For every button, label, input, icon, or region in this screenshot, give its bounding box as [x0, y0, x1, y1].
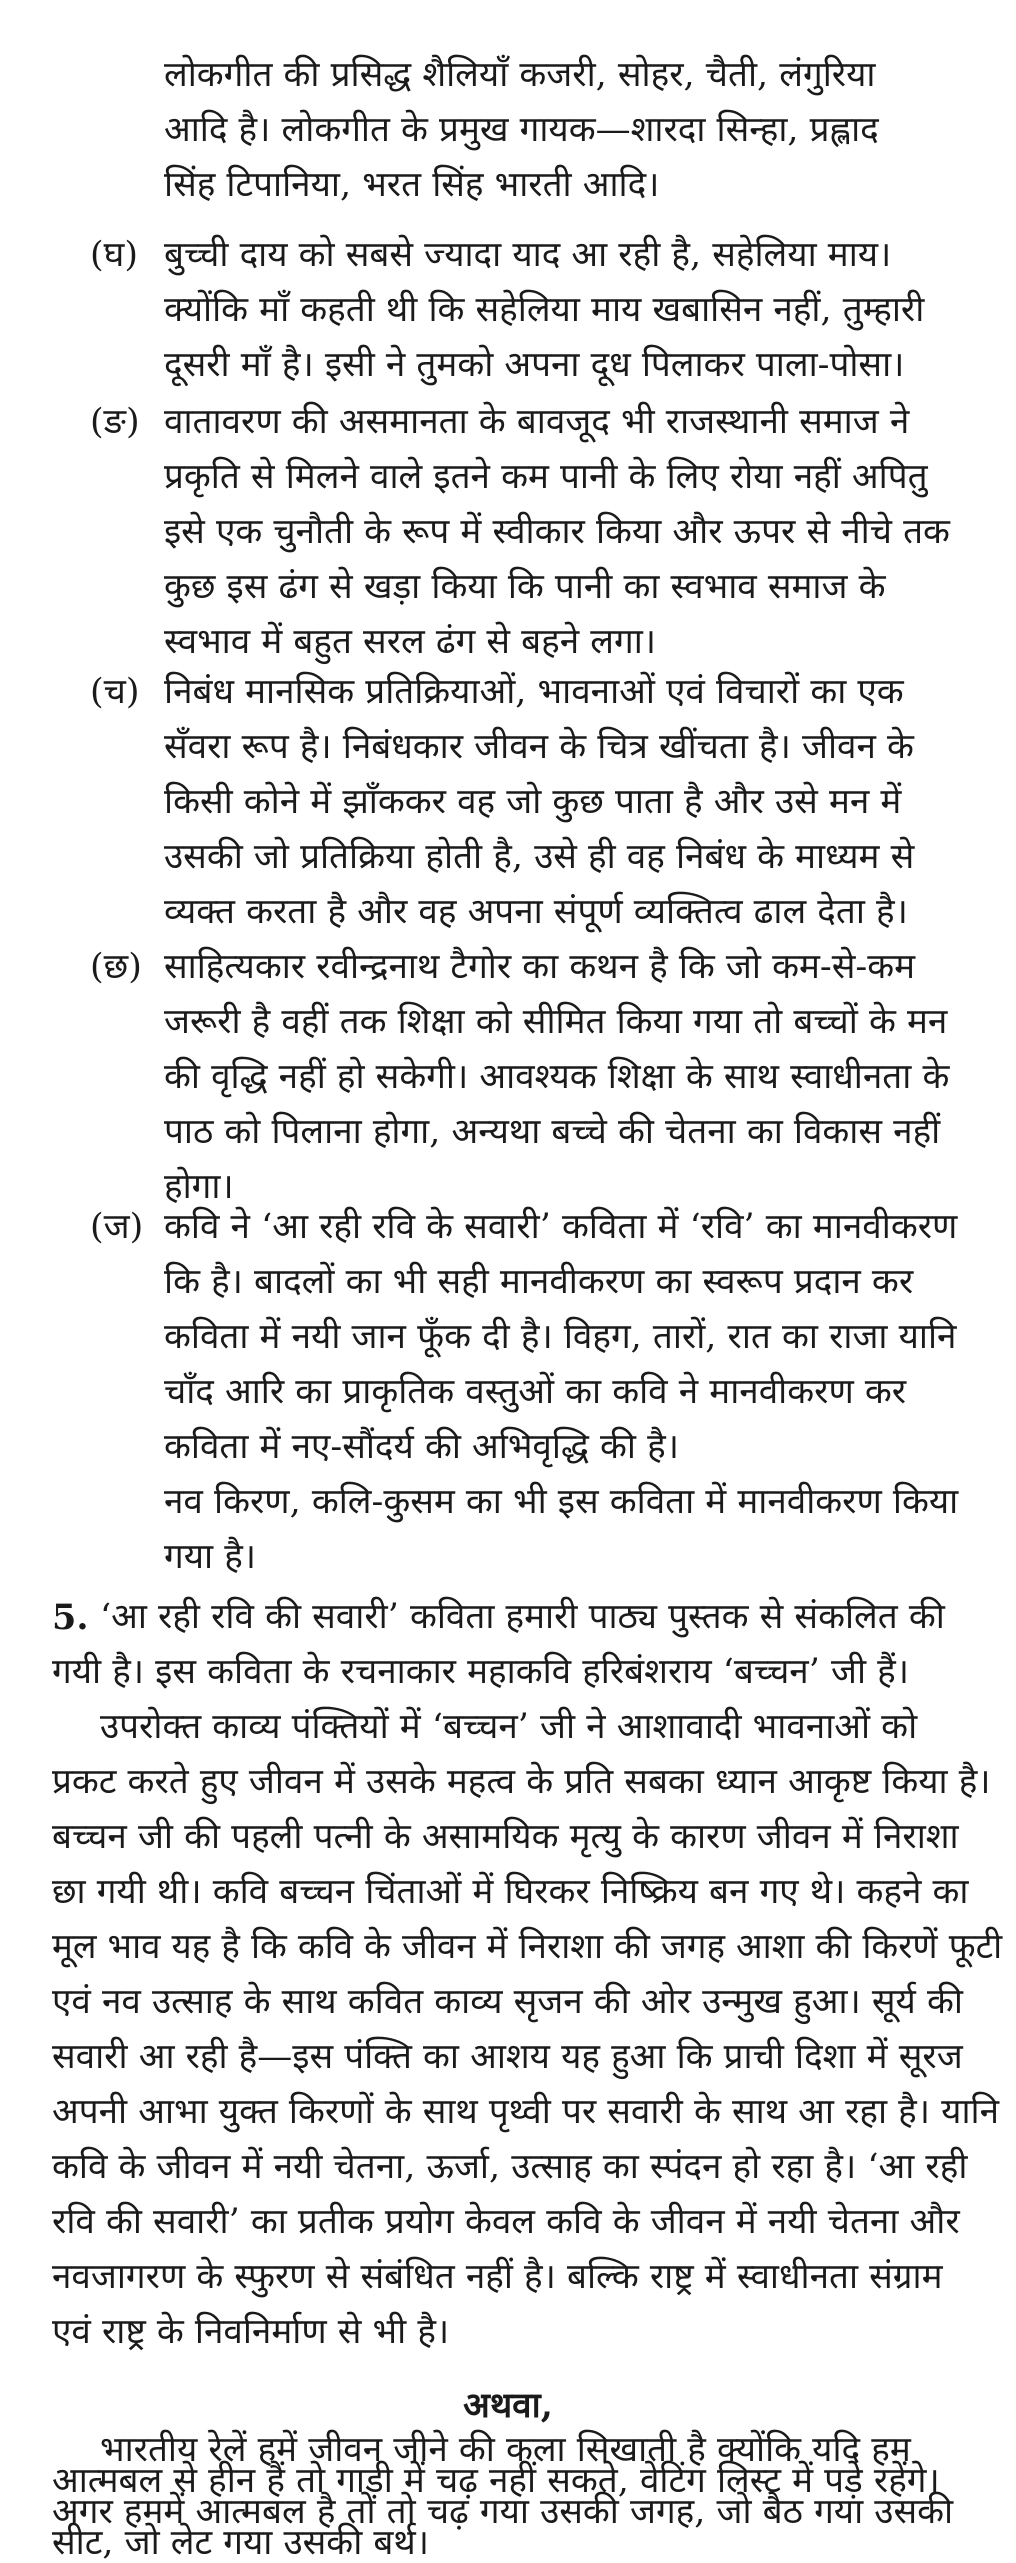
text-line: लोकगीत की प्रसिद्ध शैलियाँ कजरी, सोहर, चैती, लंगुरिया [164, 55, 876, 95]
text-line: निबंध मानसिक प्रतिक्रियाओं, भावनाओं एवं विचारों का एक [164, 672, 904, 712]
text-line: आत्मबल से हीन हैं तो गाड़ी में चढ़ नहीं सकते, वेटिंग लिस्ट में पड़े रहेंगे। [52, 2461, 940, 2501]
text-line: नव किरण, कलि-कुसम का भी इस कविता में मानवीकरण किया [164, 1482, 959, 1522]
text-line: उसकी जो प्रतिक्रिया होती है, उसे ही वह निबंध के माध्यम से [164, 837, 915, 877]
item-nga-text [164, 395, 994, 670]
text-line: पाठ को पिलाना होगा, अन्यथा बच्चे की चेतना का विकास नहीं [164, 1112, 941, 1152]
text-line: मूल भाव यह है कि कवि के जीवन में निराशा की जगह आशा की किरणें फूटी [52, 1927, 1003, 1967]
or-heading-text: अथवा, [463, 2385, 553, 2426]
or-heading [0, 2378, 1016, 2433]
text-line: होगा। [164, 1167, 234, 1207]
text-line: आदि है। लोकगीत के प्रमुख गायक—शारदा सिन्हा, प्रह्लाद [164, 110, 879, 150]
text-line: साहित्यकार रवीन्द्रनाथ टैगोर का कथन है कि जो कम-से-कम [164, 947, 916, 987]
text-line: गया है। [164, 1537, 257, 1577]
item-gha-text [164, 228, 994, 393]
text-line: प्रकृति से मिलने वाले इतने कम पानी के लिए रोया नहीं अपितु [164, 457, 928, 497]
text-line: कवि के जीवन में नयी चेतना, ऊर्जा, उत्साह का स्पंदन हो रहा है। ‘आ रही [52, 2147, 968, 2187]
text-line: उपरोक्त काव्य पंक्तियों में ‘बच्चन’ जी ने आशावादी भावनाओं को [100, 1707, 918, 1747]
text-line: चाँद आरि का प्राकृतिक वस्तुओं का कवि ने मानवीकरण कर [164, 1372, 907, 1412]
question5-intro [100, 1590, 1000, 1645]
text-line: कविता में नए-सौंदर्य की अभिवृद्धि की है। [164, 1427, 679, 1467]
text-line: स्वभाव में बहुत सरल ढंग से बहने लगा। [164, 622, 657, 662]
text-line: की वृद्धि नहीं हो सकेगी। आवश्यक शिक्षा के साथ स्वाधीनता के [164, 1057, 950, 1097]
text-line: बुच्ची दाय को सबसे ज्यादा याद आ रही है, सहेलिया माय। [164, 235, 892, 275]
text-line: प्रकट करते हुए जीवन में उसके महत्व के प्रति सबका ध्यान आकृष्ट किया है। [52, 1762, 991, 1802]
question-number: 5. [52, 1597, 89, 1638]
text-line: बच्चन जी की पहली पत्नी के असामयिक मृत्यु के कारण जीवन में निराशा [52, 1817, 959, 1857]
item-label: (घ) [90, 235, 138, 275]
text-line: एवं नव उत्साह के साथ कवित काव्य सृजन की ओर उन्मुख हुआ। सूर्य की [52, 1982, 963, 2022]
text-line: सँवरा रूप है। निबंधकार जीवन के चित्र खींचता है। जीवन के [164, 727, 914, 767]
text-line: छा गयी थी। कवि बच्चन चिंताओं में घिरकर निष्क्रिय बन गए थे। कहने का [52, 1872, 969, 1912]
text-line: अपनी आभा युक्त किरणों के साथ पृथ्वी पर सवारी के साथ आ रहा है। यानि [52, 2092, 1000, 2132]
item-cha-text [164, 665, 994, 940]
text-line: सीट, जो लेट गया उसकी बर्थ। [52, 2523, 429, 2563]
text-line: कविता में नयी जान फूँक दी है। विहग, तारों, रात का राजा यानि [164, 1317, 957, 1357]
text-line: सिंह टिपानिया, भरत सिंह भारती आदि। [164, 165, 660, 205]
item-chha-text [164, 940, 994, 1215]
text-line: अगर हममें आत्मबल है तो तो चढ़ गया उसकी जगह, जो बैठ गया उसकी [52, 2492, 954, 2532]
text-line: इसे एक चुनौती के रूप में स्वीकार किया और ऊपर से नीचे तक [164, 512, 950, 552]
question5-intro-cont [52, 1645, 1002, 1700]
text-line: गयी है। इस कविता के रचनाकार महाकवि हरिबंशराय ‘बच्चन’ जी हैं। [52, 1652, 909, 1692]
text-line: कवि ने ‘आ रही रवि के सवारी’ कविता में ‘रवि’ का मानवीकरण [164, 1207, 958, 1247]
text-line: रवि की सवारी’ का प्रतीक प्रयोग केवल कवि के जीवन में नयी चेतना और [52, 2202, 960, 2242]
text-line: ‘आ रही रवि की सवारी’ कविता हमारी पाठ्य पुस्तक से संकलित की [100, 1597, 945, 1637]
item-label: (ङ) [90, 402, 140, 442]
text-line: क्योंकि माँ कहती थी कि सहेलिया माय खबासिन नहीं, तुम्हारी [164, 290, 925, 330]
intro-paragraph [164, 48, 994, 213]
alternate-paragraph [52, 2430, 1002, 2563]
item-ja-text [164, 1200, 994, 1585]
text-line: नवजागरण के स्फुरण से संबंधित नहीं है। बल्कि राष्ट्र में स्वाधीनता संग्राम [52, 2257, 943, 2297]
text-line: सवारी आ रही है—इस पंक्ति का आशय यह हुआ कि प्राची दिशा में सूरज [52, 2037, 963, 2077]
text-line: कि है। बादलों का भी सही मानवीकरण का स्वरूप प्रदान कर [164, 1262, 914, 1302]
item-label: (छ) [90, 947, 142, 987]
question5-paragraph [52, 1700, 1002, 2360]
text-line: जरूरी है वहीं तक शिक्षा को सीमित किया गया तो बच्चों के मन [164, 1002, 948, 1042]
text-line: दूसरी माँ है। इसी ने तुमको अपना दूध पिलाकर पाला-पोसा। [164, 345, 905, 385]
item-label: (च) [90, 672, 140, 712]
text-line: कुछ इस ढंग से खड़ा किया कि पानी का स्वभाव समाज के [164, 567, 886, 607]
text-line: एवं राष्ट्र के निवनिर्माण से भी है। [52, 2312, 450, 2352]
text-line: वातावरण की असमानता के बावजूद भी राजस्थानी समाज ने [164, 402, 910, 442]
text-line: किसी कोने में झाँककर वह जो कुछ पाता है और उसे मन में [164, 782, 902, 822]
item-label: (ज) [90, 1207, 144, 1247]
text-line: भारतीय रेलें हमें जीवन जीने की कला सिखाती है क्योंकि यदि हम [100, 2430, 911, 2470]
text-line: व्यक्त करता है और वह अपना संपूर्ण व्यक्तित्व ढाल देता है। [164, 892, 908, 932]
